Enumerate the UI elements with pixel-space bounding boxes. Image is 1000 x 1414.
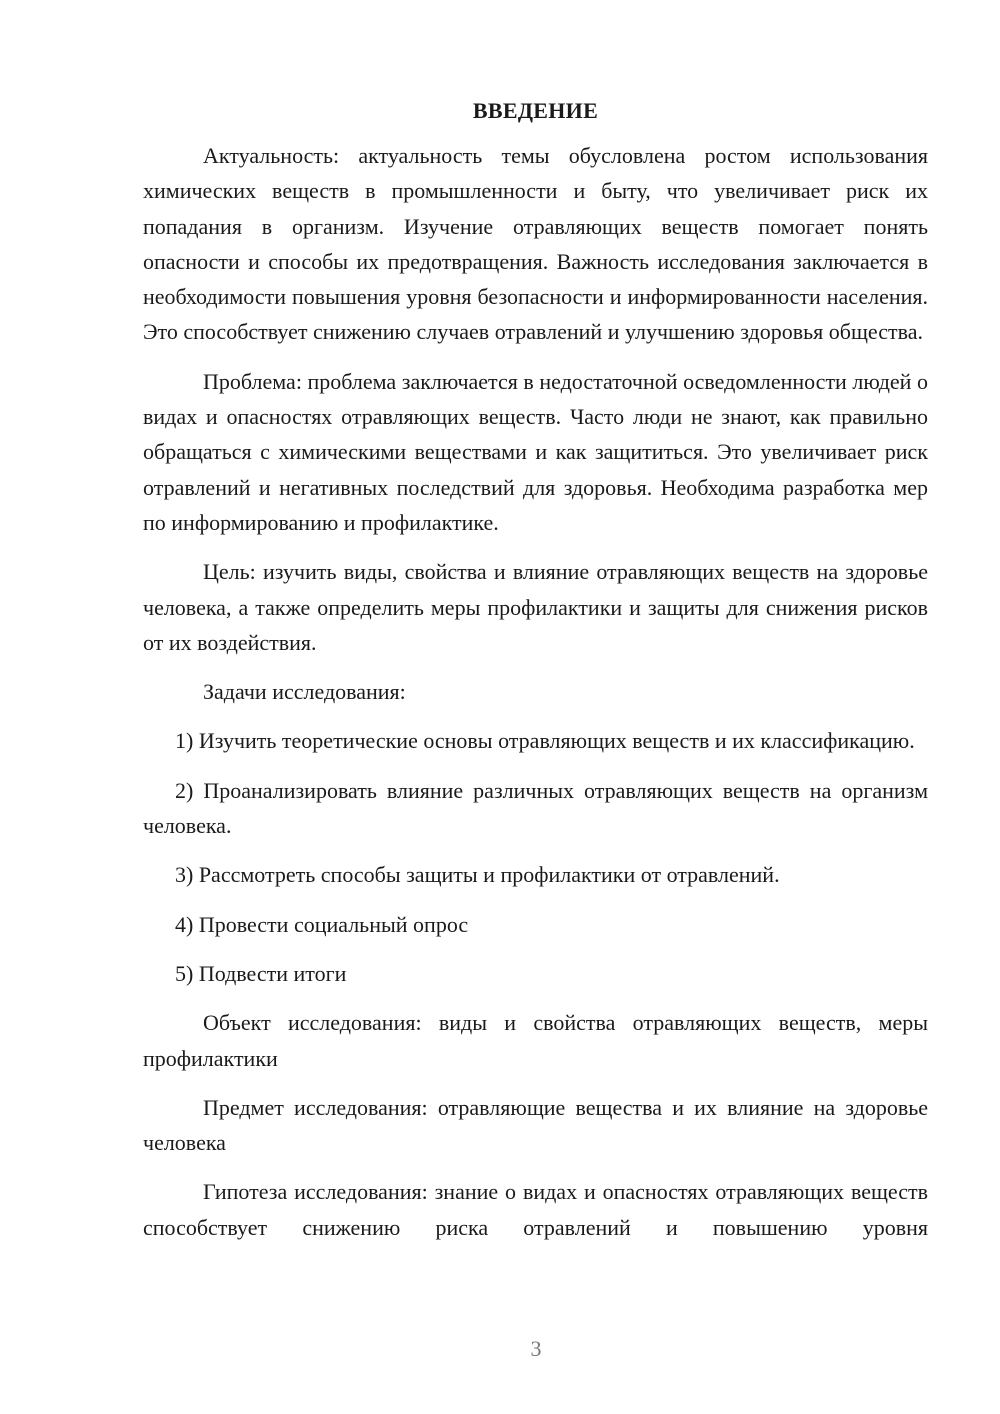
task-item-3: 3) Рассмотреть способы защиты и профилактики от отравлений. [175,862,780,888]
hypothesis-paragraph: Гипотеза исследования: знание о видах и опасностях отравляющих веществ способствует снижению риска отравлений и повышению уровня [143,1179,928,1240]
research-object-paragraph: Объект исследования: виды и свойства отравляющих веществ, меры профилактики [143,1010,928,1071]
task-item-5: 5) Подвести итоги [175,960,347,986]
research-subject-paragraph: Предмет исследования: отравляющие вещества и их влияние на здоровье человека [143,1094,928,1156]
task-item-2: 2) Проанализировать влияние различных отравляющих веществ на организм человека. [143,777,928,839]
relevance-paragraph: Актуальность: актуальность темы обусловлена ростом использования химических веществ в промышленности и быту, что увеличивает риск их попадания в организм. Изучение отравляющих веществ помогает понять опасности и способы их предотвращения. Важность исследования заключается в необходимости повышения уровня безопасности и информированности населения. Это способствует снижению случаев отравлений и улучшению здоровья общества. [143,143,928,345]
problem-paragraph: Проблема: проблема заключается в недостаточной осведомленности людей о видах и опасностях отравляющих веществ. Часто люди не знают, как правильно обращаться с химическими веществами и как защититься. Это увеличивает риск отравлений и негативных последствий для здоровья. Необходима разработка мер по информированию и профилактике. [143,368,928,535]
page-content [143,96,928,1259]
section-title: ВВЕДЕНИЕ [472,98,599,123]
goal-paragraph: Цель: изучить виды, свойства и влияние отравляющих веществ на здоровье человека, а также определить меры профилактики и защиты для снижения рисков от их воздействия. [143,559,928,655]
task-item-1: 1) Изучить теоретические основы отравляющих веществ и их классификацию. [175,728,915,754]
page-number: 3 [530,1336,542,1361]
tasks-heading: Задачи исследования: [203,679,406,705]
task-item-4: 4) Провести социальный опрос [175,911,469,937]
